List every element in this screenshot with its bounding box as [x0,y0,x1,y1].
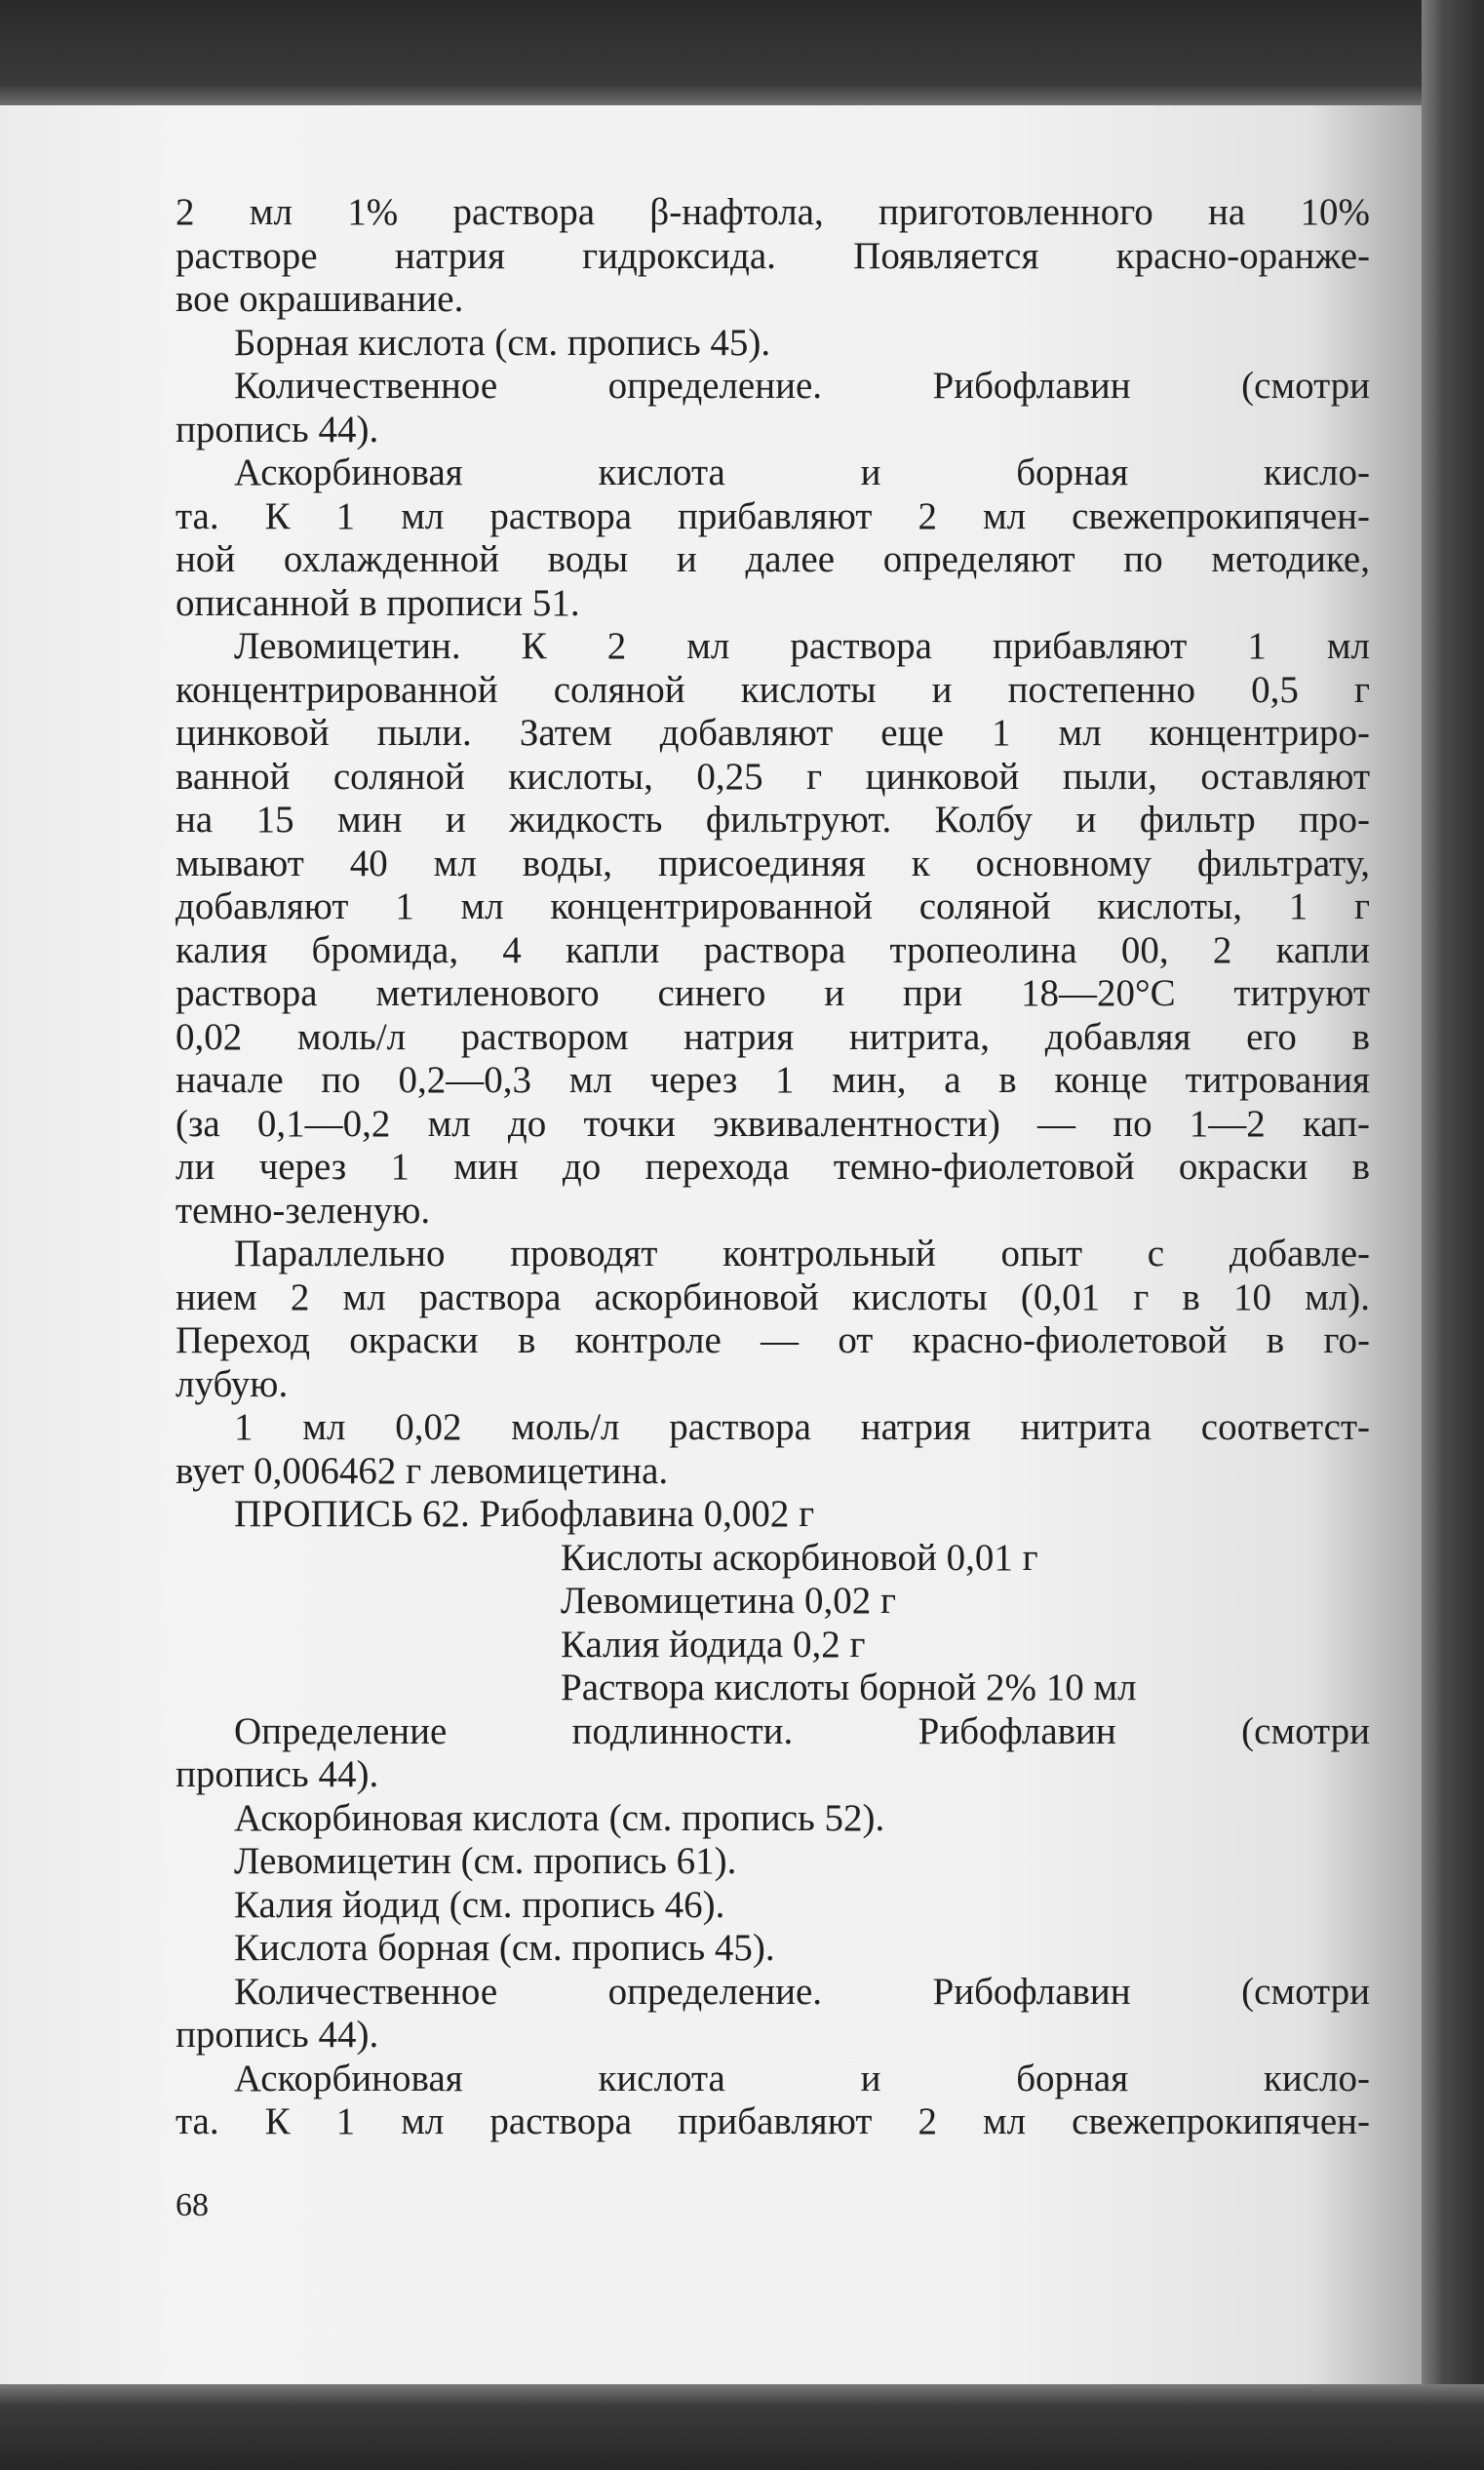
text-line: Кислота борная (см. пропись 45). [234,1927,775,1969]
text-line: Параллельно проводят контрольный опыт с добавле- [234,1233,1370,1274]
text-line: мывают 40 мл воды, присоединяя к основному фильтрату, [176,842,1370,884]
text-line: 0,02 моль/л раствором натрия нитрита, добавляя его в [176,1015,1370,1058]
text-line: нием 2 мл раствора аскорбиновой кислоты (0,01 г в 10 мл). [176,1275,1370,1318]
text-line: Борная кислота (см. пропись 45). [234,321,771,364]
text-line: концентрированной соляной кислоты и постепенно 0,5 г [176,668,1370,711]
text-line: Аскорбиновая кислота и борная кисло- [234,451,1370,493]
text-line: цинковой пыли. Затем добавляют еще 1 мл концентриро- [176,712,1370,754]
text-line: Количественное определение. Рибофлавин (смотри [234,365,1370,407]
text-line: ной охлажденной воды и далее определяют по методике, [176,538,1370,580]
text-line: Левомицетин (см. пропись 61). [234,1840,737,1882]
text-line: ли через 1 мин до перехода темно-фиолетовой окраски в [176,1146,1370,1188]
prescription-line: Раствора кислоты борной 2% 10 мл [561,1666,1137,1708]
prescription-line: ПРОПИСЬ 62. Рибофлавина 0,002 г [234,1493,815,1535]
prescription-line: Кислоты аскорбиновой 0,01 г [561,1536,1038,1579]
prescription-line: Левомицетина 0,02 г [561,1580,896,1622]
text-line: калия бромида, 4 капли раствора тропеолина 00, 2 капли [176,928,1370,971]
text-line: 2 мл 1% раствора β-нафтола, приготовленного на 10% [176,191,1370,233]
text-line: добавляют 1 мл концентрированной соляной кислоты, 1 г [176,885,1370,927]
text-line: описанной в прописи 51. [176,581,580,624]
page-number: 68 [176,2187,209,2223]
text-line: пропись 44). [176,2014,379,2056]
text-line: (за 0,1—0,2 мл до точки эквивалентности) — по 1—2 кап- [176,1102,1370,1145]
text-line: вует 0,006462 г левомицетина. [176,1449,669,1492]
text-line: та. К 1 мл раствора прибавляют 2 мл свежепрокипячен- [176,494,1370,537]
right-binding-shadow [1422,0,1484,2470]
text-line: вое окрашивание. [176,278,464,320]
text-line: та. К 1 мл раствора прибавляют 2 мл свежепрокипячен- [176,2100,1370,2142]
text-line: раствора метиленового синего и при 18—20°C титруют [176,972,1370,1014]
text-line: растворе натрия гидроксида. Появляется красно-оранже- [176,234,1370,277]
text-line: Аскорбиновая кислота и борная кисло- [234,2057,1370,2099]
text-line: Левомицетин. К 2 мл раствора прибавляют 1 мл [234,625,1370,667]
page-text [176,191,1370,2144]
text-line: Аскорбиновая кислота (см. пропись 52). [234,1796,885,1839]
text-line: лубую. [176,1362,289,1405]
text-line: пропись 44). [176,1753,379,1795]
text-line: Количественное определение. Рибофлавин (смотри [234,1970,1370,2013]
text-line: темно-зеленую. [176,1189,431,1232]
text-line: ванной соляной кислоты, 0,25 г цинковой пыли, оставляют [176,755,1370,798]
text-line: пропись 44). [176,408,379,451]
bottom-shadow-border [0,2384,1484,2470]
text-line: Определение подлинности. Рибофлавин (смотри [234,1709,1370,1752]
prescription-line: Калия йодида 0,2 г [561,1623,866,1666]
text-line: начале по 0,2—0,3 мл через 1 мин, а в конце титрования [176,1059,1370,1101]
text-line: 1 мл 0,02 моль/л раствора натрия нитрита соответст- [234,1406,1370,1448]
text-line: на 15 мин и жидкость фильтруют. Колбу и фильтр про- [176,799,1370,841]
text-line: Переход окраски в контроле — от красно-фиолетовой в го- [176,1319,1370,1361]
text-line: Калия йодид (см. пропись 46). [234,1883,725,1926]
top-shadow-border [0,0,1484,105]
